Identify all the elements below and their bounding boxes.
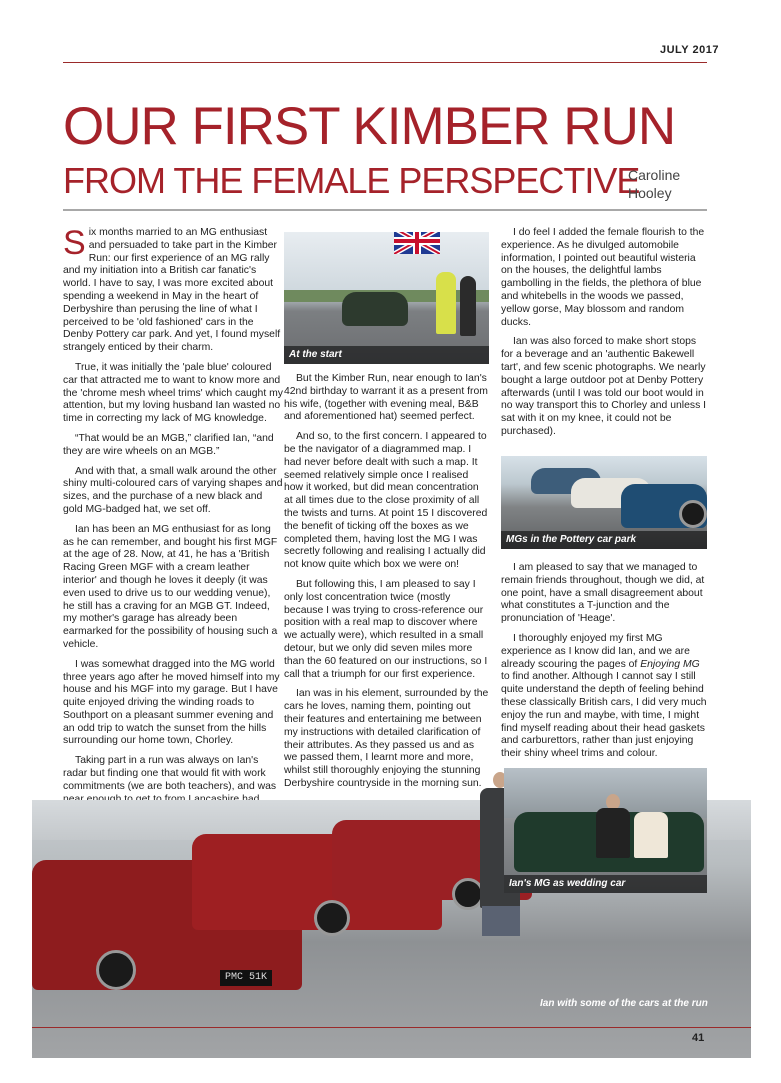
person-legs xyxy=(482,906,520,936)
issue-date: JULY 2017 xyxy=(660,44,719,56)
paragraph-text: ix months married to an MG enthusiast and persuaded to take part in the Kimber Run: our first experience of an MG rally and my initiation into a British car fanatic's world. I have to say, I was more excited about spending a weekend in May in the heart of Derbyshire than perusing the line of what I perceived to be 'old fashioned' cars in the Denby Pottery car park. And yet, I found myself strangely enticed by their charm. xyxy=(63,227,281,354)
wheel-shape xyxy=(96,950,136,990)
photo-at-the-start xyxy=(284,232,489,364)
marshal-figure xyxy=(436,272,456,334)
photo-wedding-car xyxy=(504,768,707,893)
photo-caption: Ian's MG as wedding car xyxy=(504,875,707,893)
union-flag-icon xyxy=(394,232,440,254)
person-figure xyxy=(460,276,476,336)
wheel-shape xyxy=(679,500,707,528)
photo-pottery-car-park xyxy=(501,456,707,549)
column-1 xyxy=(63,224,283,826)
paragraph-text: I thoroughly enjoyed my first MG experience as I know did Ian, and we are already scouring the pages of xyxy=(501,632,690,670)
header-rule xyxy=(63,62,707,63)
article-subtitle: FROM THE FEMALE PERSPECTIVE xyxy=(63,160,640,201)
magazine-title: Enjoying MG xyxy=(640,658,700,670)
paragraph xyxy=(501,633,707,761)
paragraph: And so, to the first concern. I appeared to be the navigator of a diagrammed map. I had never before dealt with such a map. It seemed relatively simple once I realised how it worked, but did mean concentration at all times due to the close proximity of all the twists and turns. At point 15 I discovered the benefit of ticking off the boxes as we completed them, having lost the MG I was secretly following and realising I actually did not know quite which box we were on! xyxy=(284,431,488,571)
paragraph: And with that, a small walk around the other shiny multi-coloured cars of varying shapes and sizes, and the purchase of a new black and gold MG-badged hat, we set off. xyxy=(63,465,283,515)
paragraph: But the Kimber Run, near enough to Ian's 42nd birthday to warrant it as a present from his wife, (together with evening meal, B&B and aforementioned hat) seemed perfect. xyxy=(284,373,488,423)
column-3 xyxy=(501,227,707,446)
paragraph: Ian has been an MG enthusiast for as long as he can remember, and bought his first MGF at the age of 28. Now, at 41, he has a 'British Racing Green MGF with a cream leather interior' and though he loves it deeply (it was even used to drive us to our wedding venue), he still has a craving for an MGB GT. Indeed, my mother's garage has already been earmarked for the possibility of housing such a vehicle. xyxy=(63,523,278,650)
paragraph: Taking part in a run was always on Ian's radar but finding one that would fit with work commitments (we are both teachers), and was xyxy=(63,755,277,792)
drop-cap: S xyxy=(63,224,86,262)
column-3-continued xyxy=(501,562,707,768)
paragraph: Ian was in his element, surrounded by the cars he loves, naming them, pointing out their features and entertaining me between my instructions with detailed clarification of their attributes. As they passed us and as we passed them, I learnt more and more, whilst still thoroughly enjoying the stunning Derbyshire countryside in the morning sun. xyxy=(284,688,489,789)
photo-caption: MGs in the Pottery car park xyxy=(501,531,707,549)
paragraph-text: to find another. Although I cannot say I still quite understand the depth of feeling behind these classically British cars, I did very much enjoy the run and maybe, with time, I might find myself reading about their head gaskets and carburettors, rather than just enjoying their shiny wheel trims and colour. xyxy=(501,671,707,760)
photo-caption: Ian with some of the cars at the run xyxy=(540,998,708,1009)
paragraph: “That would be an MGB,” clarified Ian, “and they are wire wheels on an MGB.” xyxy=(63,432,274,457)
bride-figure xyxy=(634,812,668,858)
footer-rule xyxy=(32,1027,751,1028)
paragraph: But following this, I am pleased to say I only lost concentration twice (mostly because I was trying to cross-reference our position with a real map to discover where we actually were), which resulted in a small detour, but we only did seven miles more than the 60 featured on our instructions, so I call that a triumph for our first experience. xyxy=(284,578,488,680)
page-number: 41 xyxy=(692,1032,705,1044)
paragraph: I am pleased to say that we managed to remain friends throughout, though we did, at one point, have a small disagreement about what constitutes a T-junction and the pronunciation of 'Heage'. xyxy=(501,562,705,625)
number-plate: PMC 51K xyxy=(220,970,272,986)
wheel-shape xyxy=(314,900,350,936)
column-2 xyxy=(284,373,489,798)
paragraph: True, it was initially the 'pale blue' coloured car that attracted me to want to know more and the 'chrome mesh wheel trims' which caught my attention, but my loving husband Ian wasted no time in correcting my lack of MG knowledge. xyxy=(63,361,283,425)
paragraph xyxy=(63,224,283,355)
paragraph: I do feel I added the female flourish to the experience. As he divulged automobile information, I pointed out beautiful wisteria on the houses, the delightful lambs gambolling in the fields, the plethora of blue and whitebells in the woods we passed, yellow gorse, May blossom and random ducks. xyxy=(501,227,705,328)
photo-caption: At the start xyxy=(284,346,489,364)
car-shape xyxy=(342,292,408,326)
author-byline: Caroline Hooley xyxy=(628,167,681,201)
title-rule xyxy=(63,209,707,211)
article-title: OUR FIRST KIMBER RUN xyxy=(63,97,676,156)
paragraph: Ian was also forced to make short stops for a beverage and an 'authentic Bakewell tart', and few scenic photographs. We nearly bought a large outdoor pot at Denby Pottery afterwards (until I was told our boot would in no way transport this to Chorley and unless I sat with it on my knee, it could not be purchased). xyxy=(501,336,707,437)
paragraph: I was somewhat dragged into the MG world three years ago after he moved himself into my house and his MGF into my garage. But I have quite enjoyed driving the winding roads to Southport on a pleasant summer evening and an odd trip to watch the sunset from the hills surrounding our home town, Chorley. xyxy=(63,658,280,747)
groom-figure xyxy=(596,808,630,858)
